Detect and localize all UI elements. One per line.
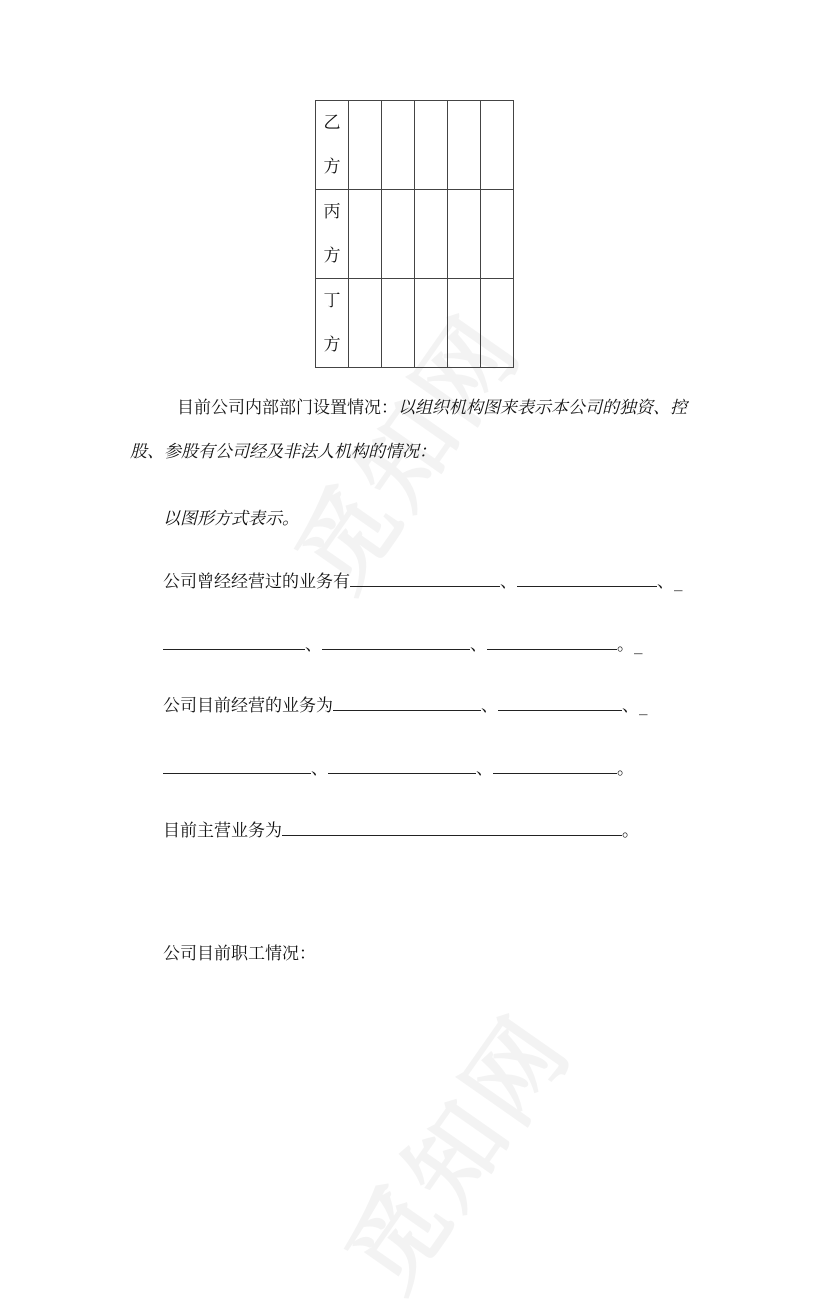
party-char: 方 (323, 157, 341, 177)
party-char: 丙 (323, 202, 341, 222)
party-char: 方 (323, 335, 341, 355)
table-cell (382, 190, 415, 279)
blank-field[interactable] (322, 631, 470, 650)
main-business-line (163, 817, 639, 843)
table-cell (481, 279, 514, 368)
table-cell (382, 279, 415, 368)
punct: 。 (622, 821, 639, 841)
past-business-line1 (163, 568, 683, 594)
blank-field[interactable] (163, 631, 305, 650)
punct: 。 (617, 635, 634, 655)
table-row (316, 101, 514, 190)
blank-field[interactable] (163, 755, 311, 774)
table-cell (382, 101, 415, 190)
past-business-label: 公司曾经经营过的业务有 (163, 572, 350, 592)
table-cell (448, 190, 481, 279)
punct: 、 (622, 696, 639, 716)
main-business-label: 目前主营业务为 (163, 821, 282, 841)
org-paragraph-line2: 股、参股有公司经及非法人机构的情况： (130, 442, 436, 462)
org-instruction: 以组织机构图来表示本公司的独资、控 (398, 398, 687, 418)
blank-field[interactable] (350, 568, 500, 587)
table-cell (481, 101, 514, 190)
watermark (309, 984, 597, 1313)
blank-field[interactable] (328, 755, 476, 774)
punct: 、 (311, 759, 328, 779)
blank-field[interactable] (498, 692, 622, 711)
party-char: 丁 (323, 291, 341, 311)
past-business-line2 (163, 631, 643, 657)
punct: 、 (305, 635, 322, 655)
table-cell (349, 279, 382, 368)
staff-label: 公司目前职工情况： (163, 944, 316, 964)
punct: 。 (617, 759, 634, 779)
table-cell (415, 190, 448, 279)
party-label-cell (316, 190, 349, 279)
blank-field[interactable] (282, 817, 622, 836)
table-cell (349, 190, 382, 279)
table-cell (415, 101, 448, 190)
party-char: 乙 (323, 113, 341, 133)
org-paragraph-line1 (177, 396, 687, 420)
punct: 、 (470, 635, 487, 655)
table-cell (481, 190, 514, 279)
current-business-line2 (163, 755, 634, 781)
party-table (315, 100, 514, 368)
blank-field[interactable] (487, 631, 617, 650)
current-business-line1 (163, 692, 648, 718)
table-cell (349, 101, 382, 190)
table-cell (415, 279, 448, 368)
table-cell (448, 101, 481, 190)
punct: _ (634, 635, 643, 655)
punct: _ (674, 572, 683, 592)
graphic-note: 以图形方式表示。 (163, 509, 299, 529)
table-cell (448, 279, 481, 368)
punct: 、 (481, 696, 498, 716)
blank-field[interactable] (517, 568, 657, 587)
blank-field[interactable] (493, 755, 617, 774)
current-business-label: 公司目前经营的业务为 (163, 696, 333, 716)
party-label-cell (316, 101, 349, 190)
party-char: 方 (323, 246, 341, 266)
org-label: 目前公司内部部门设置情况： (177, 398, 398, 418)
punct: 、 (657, 572, 674, 592)
blank-field[interactable] (333, 692, 481, 711)
party-label-cell (316, 279, 349, 368)
table-row (316, 279, 514, 368)
table-row (316, 190, 514, 279)
punct: _ (639, 696, 648, 716)
punct: 、 (500, 572, 517, 592)
punct: 、 (476, 759, 493, 779)
